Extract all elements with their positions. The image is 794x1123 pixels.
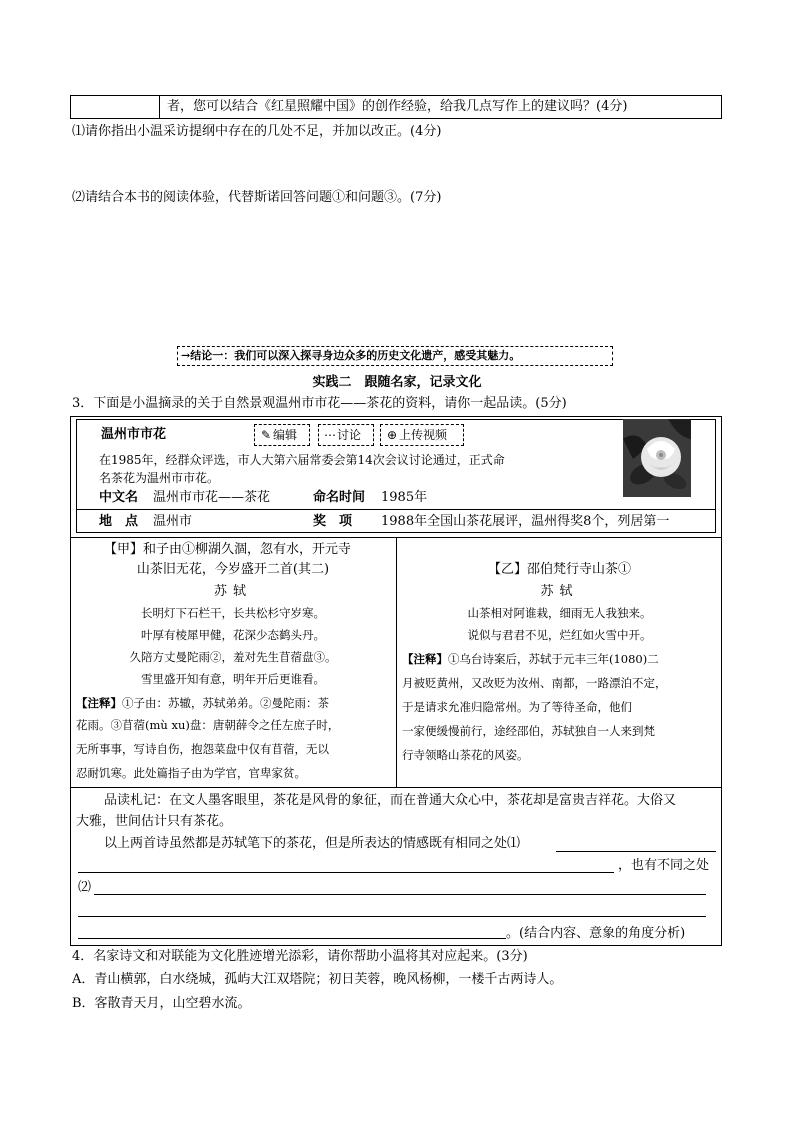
poem-b-line: 山茶相对阿谁栽，细雨无人我独来。 [467, 606, 652, 620]
reading-note-line4-end: ，也有不同之处 [618, 858, 710, 873]
answer-blank-2a[interactable] [94, 894, 706, 895]
poem-a-line: 长明灯下石栏干，长共松杉守岁寒。 [141, 606, 325, 620]
card-title: 温州市市花 [101, 427, 167, 442]
place-label: 地 点 [99, 514, 139, 529]
question-4: 4．名家诗文和对联能为文化胜迹增光添彩，请你帮助小温将其对应起来。(3分) [72, 949, 528, 964]
reading-note-line5-label: ⑵ [78, 880, 92, 895]
question-3: 3．下面是小温摘录的关于自然景观温州市市花——茶花的资料，请你一起品读。(5分) [72, 396, 567, 411]
camellia-photo [623, 419, 691, 497]
question-2: ⑵请结合本书的阅读体验，代替斯诺回答问题①和问题③。(7分) [72, 190, 442, 205]
poem-a-line: 雪里盛开知有意，明年开后更谁看。 [141, 672, 325, 686]
cn-name-value: 温州市市花——茶花 [153, 490, 271, 505]
poem-a-note-text: ①子由：苏辙，苏轼弟弟。②曼陀雨：茶 [122, 696, 329, 710]
question-4-option-b: B．客散青天月，山空碧水流。 [72, 996, 251, 1011]
poem-a-note-line [76, 694, 329, 712]
time-label: 命名时间 [313, 490, 366, 505]
conclusion-box: →结论一：我们可以深入探寻身边众多的历史文化遗产，感受其魅力。 [177, 346, 613, 366]
discuss-button[interactable] [318, 424, 374, 446]
place-value: 温州市 [153, 514, 193, 529]
answer-blank-2b[interactable] [78, 916, 706, 917]
table-cell-text: 者，您可以结合《红星照耀中国》的创作经验，给我几点写作上的建议吗？(4分) [167, 99, 628, 114]
discuss-button-label: 讨论 [337, 428, 362, 442]
card-description-line1: 在1985年，经群众评选，市人大第六届常委会第14次会议讨论通过，正式命 [99, 453, 505, 467]
upload-icon: ⊕ [386, 428, 398, 442]
upload-button-label: 上传视频 [399, 428, 448, 442]
question-1: ⑴请你指出小温采访提纲中存在的几处不足，并加以改正。(4分) [72, 124, 442, 139]
reading-note-line1: 品读札记：在文人墨客眼里，茶花是风骨的象征，而在普通大众心中，茶花却是富贵吉祥花。大俗又 [104, 793, 677, 808]
answer-blank-1a[interactable] [556, 851, 716, 852]
reading-note-line3: 以上两首诗虽然都是苏轼笔下的茶花，但是所表达的情感既有相同之处⑴ [104, 836, 521, 851]
poem-b-note-line [402, 650, 659, 668]
upload-video-button[interactable] [380, 424, 464, 446]
practice-title: 实践二 跟随名家，记录文化 [312, 375, 482, 390]
top-table-row [70, 95, 722, 119]
answer-blank-2c[interactable] [78, 938, 506, 939]
poem-a-note-line: 花雨。③苜蓿(mù xu)盘：唐朝薛令之任左庶子时， [76, 718, 340, 732]
poem-a-author: 苏轼 [213, 584, 252, 599]
poem-a-note-line: 忍耐饥寒。此处篇指子由为学官，官卑家贫。 [76, 766, 306, 780]
poem-a-note-label: 【注释】 [76, 696, 122, 710]
table-cell-empty [71, 96, 160, 118]
award-value: 1988年全国山茶花展评，温州得奖8个，列居第一 [381, 514, 670, 529]
card-description-line2: 名茶花为温州市市花。 [99, 471, 220, 485]
poem-b-line: 说似与君君不见，烂红如火雪中开。 [467, 628, 652, 642]
poem-a-title-line2: 山茶旧无花，今岁盛开二首(其二) [136, 562, 330, 577]
info-card [76, 419, 716, 533]
time-value: 1985年 [381, 490, 428, 505]
poem-b-author: 苏轼 [540, 584, 579, 599]
answer-blank-1b[interactable] [78, 872, 614, 873]
poem-b-note-line: 于是请求允准归隐常州。为了等待圣命，他们 [402, 700, 632, 714]
poem-b-note-line: 行寺领略山茶花的风姿。 [402, 748, 529, 762]
edit-button-label: 编辑 [273, 428, 298, 442]
chat-icon: ⋯ [324, 428, 336, 442]
edit-button[interactable] [254, 424, 310, 446]
poem-b-note-label: 【注释】 [402, 652, 448, 666]
question-4-option-a: A．青山横郭，白水绕城，孤屿大江双塔院；初日芙蓉，晚风杨柳，一楼千古两诗人。 [72, 972, 563, 987]
cn-name-label: 中文名 [99, 490, 139, 505]
poem-b-note-line: 月被贬黄州，又改贬为汝州、南都，一路漂泊不定， [402, 676, 667, 690]
card-divider [77, 509, 715, 510]
reading-note-line2: 大雅，世间估计只有茶花。 [76, 814, 233, 829]
poem-b-title: 【乙】邵伯梵行寺山茶① [487, 562, 631, 577]
poem-a-line: 叶厚有棱犀甲健，花深少态鹤头丹。 [141, 628, 325, 642]
reading-note-hint: 。(结合内容、意象的角度分析) [506, 926, 686, 941]
poem-a-line: 久陪方丈曼陀雨②，羞对先生苜蓿盘③。 [129, 650, 337, 664]
poem-b-note-line: 一家便缓慢前行，途经邵伯，苏轼独自一人来到梵 [402, 724, 655, 738]
poem-a-title-line1: 【甲】和子由①柳湖久涸，忽有水，开元寺 [104, 542, 352, 557]
poem-b-note-text: ①乌台诗案后，苏轼于元丰三年(1080)二 [448, 652, 659, 666]
pencil-icon: ✎ [260, 428, 272, 442]
award-label: 奖 项 [313, 514, 353, 529]
poem-a-note-line: 无所事事，写诗自伤，抱怨菜盘中仅有苜蓿，无以 [76, 742, 329, 756]
